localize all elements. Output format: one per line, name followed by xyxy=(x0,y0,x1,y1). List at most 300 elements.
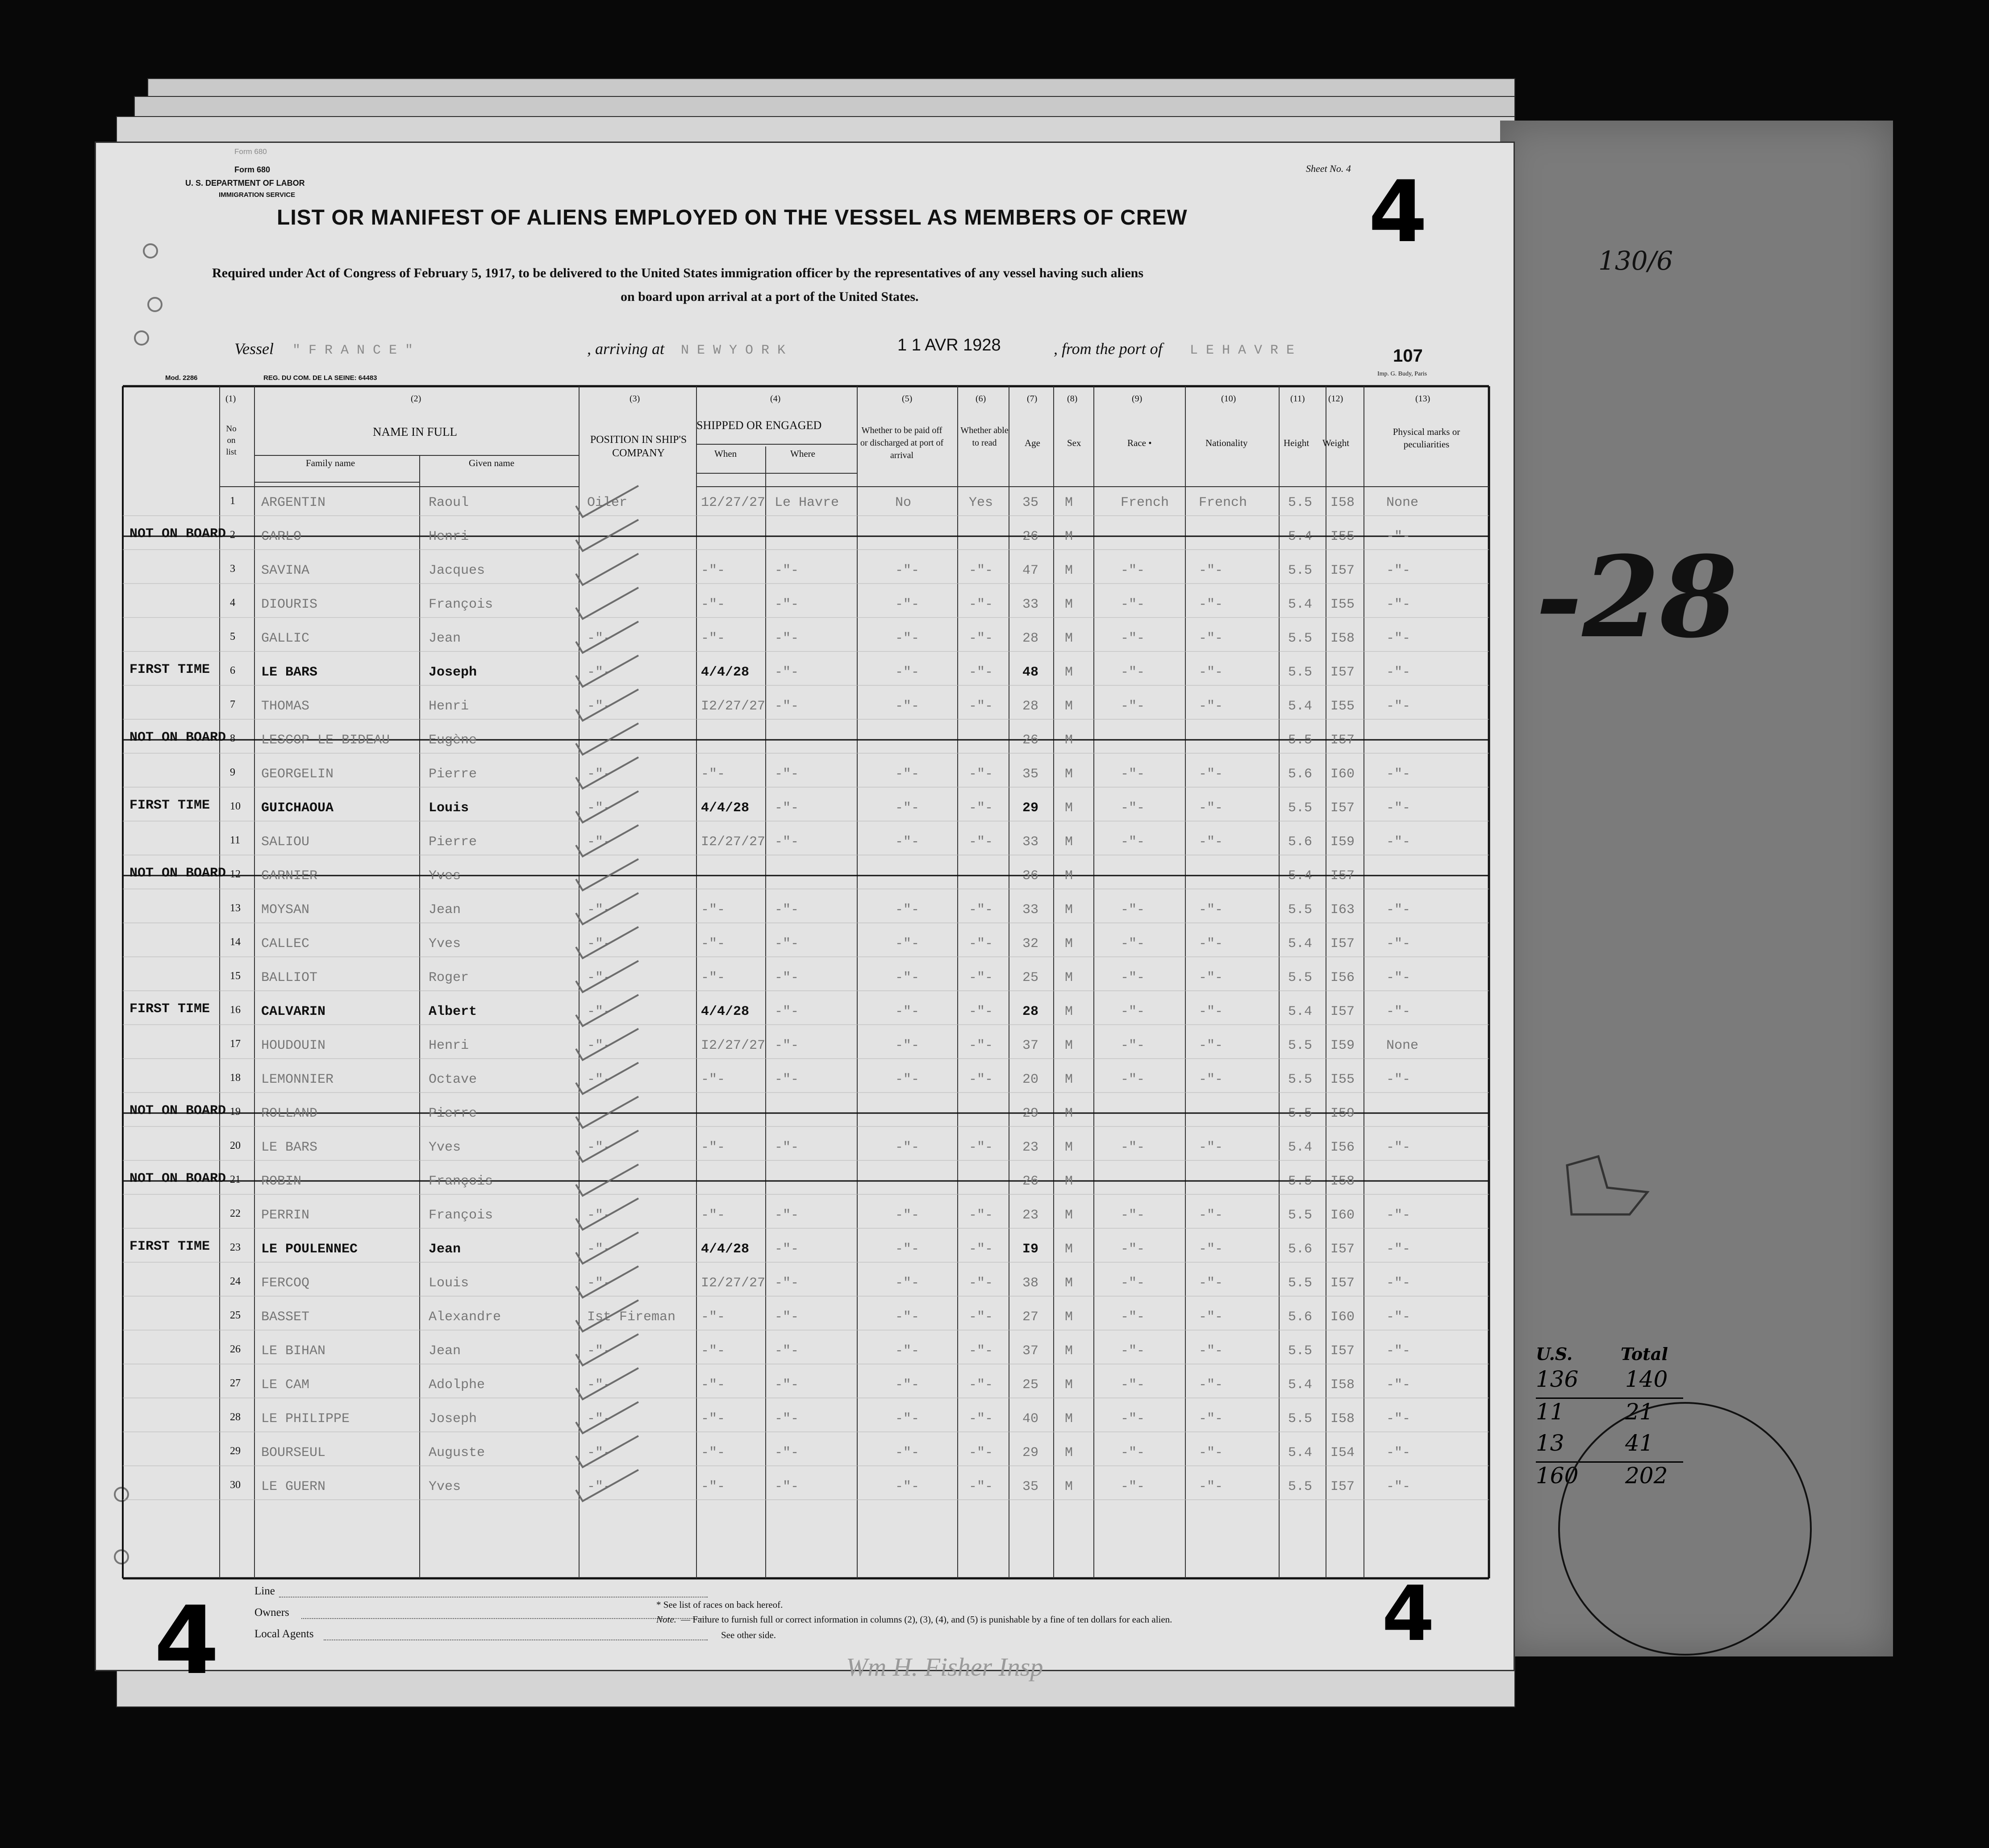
cell-no: 18 xyxy=(230,1072,241,1084)
vessel-value: " F R A N C E " xyxy=(292,343,413,358)
cell-sex: M xyxy=(1065,936,1073,951)
col-header-family-name: Family name xyxy=(306,458,355,468)
col-num-9: (9) xyxy=(1132,394,1143,404)
cell-sex: M xyxy=(1065,1038,1073,1053)
cell-position: -"- xyxy=(587,767,612,782)
cell-position: -"- xyxy=(587,902,612,918)
cell-position: -"- xyxy=(587,1140,612,1155)
folder-scrawl-mid: -28 xyxy=(1536,531,1738,663)
table-row xyxy=(96,1171,1514,1205)
cell-position: -"- xyxy=(587,834,612,850)
cell-no: 29 xyxy=(230,1445,241,1457)
cell-family: SALIOU xyxy=(261,834,310,850)
owners-field xyxy=(301,1618,708,1619)
cell-race: -"- xyxy=(1121,970,1145,985)
cell-weight: I55 xyxy=(1330,597,1355,612)
cell-no: 7 xyxy=(230,699,235,710)
table-row xyxy=(96,560,1514,594)
cell-read: -"- xyxy=(969,699,993,714)
cell-position: -"- xyxy=(587,1479,612,1494)
cell-given: Raoul xyxy=(429,495,469,510)
cell-when: -"- xyxy=(701,936,726,951)
cell-no: 5 xyxy=(230,631,235,642)
cell-marks: -"- xyxy=(1386,1377,1411,1393)
cell-weight: I58 xyxy=(1330,495,1355,510)
table-row xyxy=(96,832,1514,866)
tally-total-2: 21 xyxy=(1625,1399,1654,1425)
cell-given: Joseph xyxy=(429,1411,477,1427)
cell-paid: -"- xyxy=(895,902,920,918)
col-header-race: Race • xyxy=(1127,438,1152,448)
cell-height: 5.5 xyxy=(1288,1479,1313,1494)
cell-no: 14 xyxy=(230,936,241,948)
cell-family: LE BARS xyxy=(261,665,318,680)
cell-race: -"- xyxy=(1121,563,1145,578)
table-row xyxy=(96,1205,1514,1239)
cell-paid: -"- xyxy=(895,1276,920,1291)
cell-read: -"- xyxy=(969,1479,993,1494)
cell-given: Pierre xyxy=(429,767,477,782)
col-header-name: NAME IN FULL xyxy=(373,425,457,438)
cell-where: -"- xyxy=(775,1310,799,1325)
cell-weight: I59 xyxy=(1330,1038,1355,1053)
races-note: * See list of races on back hereof. xyxy=(656,1599,783,1610)
cell-weight: I57 xyxy=(1330,1343,1355,1359)
cell-where: -"- xyxy=(775,699,799,714)
cell-read: -"- xyxy=(969,936,993,951)
cell-family: GUICHAOUA xyxy=(261,801,334,816)
cell-family: PERRIN xyxy=(261,1208,310,1223)
cell-where: -"- xyxy=(775,597,799,612)
cell-age: 33 xyxy=(1022,902,1039,918)
cell-sex: M xyxy=(1065,1479,1073,1494)
cell-sex: M xyxy=(1065,1343,1073,1359)
table-row xyxy=(96,866,1514,900)
cell-age: 26 xyxy=(1022,1174,1039,1189)
cell-given: Pierre xyxy=(429,834,477,850)
cell-paid: -"- xyxy=(895,1343,920,1359)
cell-family: BALLIOT xyxy=(261,970,318,985)
col-num-6: (6) xyxy=(976,394,986,404)
table-row xyxy=(96,1341,1514,1375)
cell-age: 25 xyxy=(1022,1377,1039,1393)
cell-when: -"- xyxy=(701,1479,726,1494)
cell-position: -"- xyxy=(587,1445,612,1460)
cell-race: -"- xyxy=(1121,1038,1145,1053)
col-num-12: (12) xyxy=(1328,394,1343,404)
cell-no: 21 xyxy=(230,1174,241,1185)
col-num-11: (11) xyxy=(1290,394,1305,404)
row-remark: NOT ON BOARD xyxy=(129,1171,226,1186)
cell-read: -"- xyxy=(969,1310,993,1325)
cell-given: Jean xyxy=(429,1343,461,1359)
cell-age: 29 xyxy=(1022,1445,1039,1460)
cell-marks: -"- xyxy=(1386,1343,1411,1359)
table-row xyxy=(96,1035,1514,1069)
col-num-8: (8) xyxy=(1067,394,1078,404)
cell-height: 5.4 xyxy=(1288,1377,1313,1393)
cell-family: LE PHILIPPE xyxy=(261,1411,350,1427)
cell-no: 28 xyxy=(230,1411,241,1423)
cell-height: 5.5 xyxy=(1288,733,1313,748)
cell-sex: M xyxy=(1065,1411,1073,1427)
service: IMMIGRATION SERVICE xyxy=(219,191,296,199)
cell-weight: I57 xyxy=(1330,868,1355,884)
cell-family: LESCOP LE BIDEAU xyxy=(261,733,390,748)
cell-family: ROLLAND xyxy=(261,1106,318,1121)
cell-read: -"- xyxy=(969,665,993,680)
pencil-check-mark xyxy=(571,1465,643,1506)
cell-marks: None xyxy=(1386,495,1419,510)
cell-sex: M xyxy=(1065,597,1073,612)
cell-paid: -"- xyxy=(895,1242,920,1257)
cell-no: 26 xyxy=(230,1343,241,1355)
cell-no: 4 xyxy=(230,597,235,609)
cell-given: Auguste xyxy=(429,1445,485,1460)
cell-weight: I57 xyxy=(1330,936,1355,951)
cell-no: 3 xyxy=(230,563,235,575)
cell-no: 13 xyxy=(230,902,241,914)
row-remark: FIRST TIME xyxy=(129,1239,210,1254)
cell-where: -"- xyxy=(775,665,799,680)
cell-paid: -"- xyxy=(895,1411,920,1427)
cell-height: 5.4 xyxy=(1288,597,1313,612)
cell-when: -"- xyxy=(701,970,726,985)
table-row xyxy=(96,1137,1514,1171)
cell-sex: M xyxy=(1065,1140,1073,1155)
cell-race: French xyxy=(1121,495,1169,510)
cell-sex: M xyxy=(1065,1174,1073,1189)
cell-age: 20 xyxy=(1022,1072,1039,1087)
cell-when: -"- xyxy=(701,1140,726,1155)
cell-where: -"- xyxy=(775,1038,799,1053)
cell-when: 4/4/28 xyxy=(701,1004,750,1019)
cell-no: 30 xyxy=(230,1479,241,1491)
cell-position: -"- xyxy=(587,936,612,951)
table-row xyxy=(96,1239,1514,1273)
cell-no: 22 xyxy=(230,1208,241,1219)
row-remark: NOT ON BOARD xyxy=(129,866,226,881)
cell-nat: -"- xyxy=(1199,699,1223,714)
cell-height: 5.5 xyxy=(1288,1343,1313,1359)
cell-family: LE CAM xyxy=(261,1377,310,1393)
cell-family: FERCOQ xyxy=(261,1276,310,1291)
cell-paid: -"- xyxy=(895,563,920,578)
cell-position: -"- xyxy=(587,699,612,714)
cell-given: Yves xyxy=(429,868,461,884)
cell-nat: -"- xyxy=(1199,665,1223,680)
cell-given: Yves xyxy=(429,1479,461,1494)
from-label: , from the port of xyxy=(1054,340,1163,358)
cell-position: -"- xyxy=(587,1242,612,1257)
cell-position: Ist Fireman xyxy=(587,1310,676,1325)
cell-family: GEORGELIN xyxy=(261,767,334,782)
cell-age: 38 xyxy=(1022,1276,1039,1291)
cell-marks: -"- xyxy=(1386,631,1411,646)
cell-no: 11 xyxy=(230,834,241,846)
cell-paid: -"- xyxy=(895,1377,920,1393)
cell-weight: I56 xyxy=(1330,970,1355,985)
cell-when: 12/27/27 xyxy=(701,495,766,510)
col-num-2: (2) xyxy=(411,394,421,404)
cell-nat: -"- xyxy=(1199,1445,1223,1460)
col-header-given-name: Given name xyxy=(469,458,515,468)
col-header-height: Height xyxy=(1284,438,1309,448)
cell-race: -"- xyxy=(1121,767,1145,782)
cell-nat: -"- xyxy=(1199,1276,1223,1291)
cell-family: BASSET xyxy=(261,1310,310,1325)
cell-height: 5.5 xyxy=(1288,495,1313,510)
cell-read: -"- xyxy=(969,1140,993,1155)
cell-nat: -"- xyxy=(1199,1411,1223,1427)
cell-read: -"- xyxy=(969,834,993,850)
cell-weight: I58 xyxy=(1330,1174,1355,1189)
cell-family: MOYSAN xyxy=(261,902,310,918)
table-row xyxy=(96,696,1514,730)
cell-age: 40 xyxy=(1022,1411,1039,1427)
cell-race: -"- xyxy=(1121,1377,1145,1393)
cell-nat: -"- xyxy=(1199,1072,1223,1087)
cell-marks: -"- xyxy=(1386,834,1411,850)
tally-header-us: U.S. xyxy=(1536,1344,1573,1364)
sheet-number-large: 4 xyxy=(1368,163,1428,261)
cell-where: -"- xyxy=(775,970,799,985)
cell-race: -"- xyxy=(1121,834,1145,850)
tally-header-total: Total xyxy=(1621,1344,1668,1364)
cell-given: François xyxy=(429,1174,493,1189)
cell-height: 5.6 xyxy=(1288,1310,1313,1325)
cell-marks: -"- xyxy=(1386,902,1411,918)
cell-read: -"- xyxy=(969,1343,993,1359)
cell-marks: -"- xyxy=(1386,563,1411,578)
col-num-7: (7) xyxy=(1027,394,1038,404)
manifest-title: LIST OR MANIFEST OF ALIENS EMPLOYED ON THE VESSEL AS MEMBERS OF CREW xyxy=(277,206,1188,229)
cell-no: 15 xyxy=(230,970,241,982)
cell-race: -"- xyxy=(1121,1479,1145,1494)
cell-when: -"- xyxy=(701,597,726,612)
cell-where: -"- xyxy=(775,1445,799,1460)
cell-height: 5.6 xyxy=(1288,767,1313,782)
col-header-weight: Weight xyxy=(1322,438,1350,448)
cell-no: 1 xyxy=(230,495,235,507)
cell-race: -"- xyxy=(1121,1276,1145,1291)
table-row xyxy=(96,798,1514,832)
cell-height: 5.4 xyxy=(1288,1140,1313,1155)
cell-sex: M xyxy=(1065,801,1073,816)
col-header-position: POSITION IN SHIP'S COMPANY xyxy=(590,434,687,459)
cell-height: 5.5 xyxy=(1288,902,1313,918)
cell-nat: -"- xyxy=(1199,834,1223,850)
cell-when: I2/27/27 xyxy=(701,1276,766,1291)
cell-family: SAVINA xyxy=(261,563,310,578)
arriving-value: N E W Y O R K xyxy=(681,343,786,358)
cell-height: 5.5 xyxy=(1288,1276,1313,1291)
cell-nat: -"- xyxy=(1199,563,1223,578)
cell-where: -"- xyxy=(775,1479,799,1494)
cell-given: Yves xyxy=(429,1140,461,1155)
col-header-shipped: SHIPPED OR ENGAGED xyxy=(696,419,822,432)
cell-sex: M xyxy=(1065,1310,1073,1325)
cell-nat: -"- xyxy=(1199,936,1223,951)
cell-paid: -"- xyxy=(895,970,920,985)
cell-paid: -"- xyxy=(895,1310,920,1325)
cell-race: -"- xyxy=(1121,902,1145,918)
cell-given: Jacques xyxy=(429,563,485,578)
cell-paid: -"- xyxy=(895,1004,920,1019)
cell-age: 28 xyxy=(1022,631,1039,646)
cell-marks: -"- xyxy=(1386,1276,1411,1291)
cell-marks: None xyxy=(1386,1038,1419,1053)
cell-family: CALVARIN xyxy=(261,1004,326,1019)
cell-when: -"- xyxy=(701,563,726,578)
cell-paid: -"- xyxy=(895,631,920,646)
cell-read: -"- xyxy=(969,767,993,782)
cell-weight: I60 xyxy=(1330,767,1355,782)
cell-height: 5.4 xyxy=(1288,529,1313,544)
cell-age: 25 xyxy=(1022,970,1039,985)
cell-sex: M xyxy=(1065,665,1073,680)
cell-given: Alexandre xyxy=(429,1310,501,1325)
tally-us-2: 11 xyxy=(1536,1399,1564,1425)
cell-read: -"- xyxy=(969,1004,993,1019)
cell-read: -"- xyxy=(969,1445,993,1460)
table-row xyxy=(96,1001,1514,1035)
cell-family: DIOURIS xyxy=(261,597,318,612)
cell-paid: -"- xyxy=(895,1479,920,1494)
col-header-when: When xyxy=(714,448,737,459)
arriving-label: , arriving at xyxy=(587,340,665,358)
cell-age: 37 xyxy=(1022,1343,1039,1359)
cell-weight: I57 xyxy=(1330,801,1355,816)
cell-read: -"- xyxy=(969,1411,993,1427)
note-text: — Failure to furnish full or correct information in columns (2), (3), (4), and (5) is punishable by a fine of ten dollars for each alien. xyxy=(681,1614,1172,1625)
cell-nat: -"- xyxy=(1199,902,1223,918)
cell-marks: -"- xyxy=(1386,767,1411,782)
cell-where: -"- xyxy=(775,1208,799,1223)
tally-total-1: 140 xyxy=(1625,1366,1668,1392)
cell-marks: -"- xyxy=(1386,665,1411,680)
cell-read: -"- xyxy=(969,1208,993,1223)
cell-position: -"- xyxy=(587,1411,612,1427)
cell-where: -"- xyxy=(775,631,799,646)
cell-given: Jean xyxy=(429,902,461,918)
owners-label: Owners xyxy=(254,1606,289,1619)
cell-given: Eugène xyxy=(429,733,477,748)
cell-height: 5.5 xyxy=(1288,1411,1313,1427)
cell-where: -"- xyxy=(775,1276,799,1291)
cell-weight: I57 xyxy=(1330,665,1355,680)
cell-read: -"- xyxy=(969,801,993,816)
cell-sex: M xyxy=(1065,1445,1073,1460)
cell-age: 29 xyxy=(1022,801,1039,816)
cell-no: 12 xyxy=(230,868,241,880)
cell-when: -"- xyxy=(701,1343,726,1359)
cell-given: Roger xyxy=(429,970,469,985)
cell-family: GALLIC xyxy=(261,631,310,646)
cell-age: 28 xyxy=(1022,699,1039,714)
folder-stamp-circle xyxy=(1558,1402,1812,1656)
cell-height: 5.5 xyxy=(1288,563,1313,578)
cell-weight: I55 xyxy=(1330,529,1355,544)
cell-family: CALLEC xyxy=(261,936,310,951)
cell-when: -"- xyxy=(701,1411,726,1427)
from-port-value: L E H A V R E xyxy=(1190,343,1295,358)
cell-height: 5.5 xyxy=(1288,801,1313,816)
note-label: Note. xyxy=(656,1614,676,1625)
cell-race: -"- xyxy=(1121,597,1145,612)
cell-sex: M xyxy=(1065,1242,1073,1257)
cell-position: -"- xyxy=(587,1004,612,1019)
cell-sex: M xyxy=(1065,834,1073,850)
cell-when: -"- xyxy=(701,631,726,646)
cell-where: -"- xyxy=(775,1072,799,1087)
cell-family: ARGENTIN xyxy=(261,495,326,510)
cell-no: 17 xyxy=(230,1038,241,1050)
cell-where: -"- xyxy=(775,1140,799,1155)
col-header-nationality: Nationality xyxy=(1205,438,1248,448)
cell-family: ROBIN xyxy=(261,1174,302,1189)
row-remark: FIRST TIME xyxy=(129,662,210,677)
cell-paid: -"- xyxy=(895,801,920,816)
cell-read: -"- xyxy=(969,597,993,612)
folder-cover xyxy=(1500,121,1893,1656)
cell-position: -"- xyxy=(587,801,612,816)
line-label: Line xyxy=(254,1585,275,1597)
cell-read: -"- xyxy=(969,631,993,646)
see-other-side: See other side. xyxy=(721,1630,776,1640)
cell-where: -"- xyxy=(775,834,799,850)
cell-age: 35 xyxy=(1022,767,1039,782)
cell-position: -"- xyxy=(587,1208,612,1223)
cell-nat: -"- xyxy=(1199,970,1223,985)
cell-no: 19 xyxy=(230,1106,241,1118)
cell-weight: I59 xyxy=(1330,834,1355,850)
table-row xyxy=(96,1307,1514,1341)
cell-sex: M xyxy=(1065,1208,1073,1223)
cell-weight: I58 xyxy=(1330,1411,1355,1427)
cell-race: -"- xyxy=(1121,1208,1145,1223)
table-row xyxy=(96,900,1514,934)
cell-sex: M xyxy=(1065,902,1073,918)
col-header-age: Age xyxy=(1025,438,1040,448)
col-header-able-to-read: Whether able to read xyxy=(960,425,1009,448)
cell-paid: -"- xyxy=(895,1208,920,1223)
cell-marks: -"- xyxy=(1386,1140,1411,1155)
cell-no: 8 xyxy=(230,733,235,744)
cell-paid: -"- xyxy=(895,1038,920,1053)
cell-where: -"- xyxy=(775,1411,799,1427)
footer-number-left: 4 xyxy=(154,1586,220,1695)
cell-position: Oiler xyxy=(587,495,628,510)
cell-nat: -"- xyxy=(1199,767,1223,782)
cell-weight: I57 xyxy=(1330,563,1355,578)
cell-no: 16 xyxy=(230,1004,241,1016)
cell-race: -"- xyxy=(1121,801,1145,816)
table-row xyxy=(96,628,1514,662)
folder-pencil-mark xyxy=(1558,1147,1656,1219)
cell-given: Pierre xyxy=(429,1106,477,1121)
cell-age: 23 xyxy=(1022,1208,1039,1223)
cell-family: CARLO xyxy=(261,529,302,544)
cell-age: 32 xyxy=(1022,936,1039,951)
cell-read: -"- xyxy=(969,1242,993,1257)
cell-position: -"- xyxy=(587,1377,612,1393)
cell-nat: -"- xyxy=(1199,597,1223,612)
cell-race: -"- xyxy=(1121,936,1145,951)
col-num-5: (5) xyxy=(902,394,913,404)
table-row xyxy=(96,594,1514,628)
cell-given: Louis xyxy=(429,1276,469,1291)
